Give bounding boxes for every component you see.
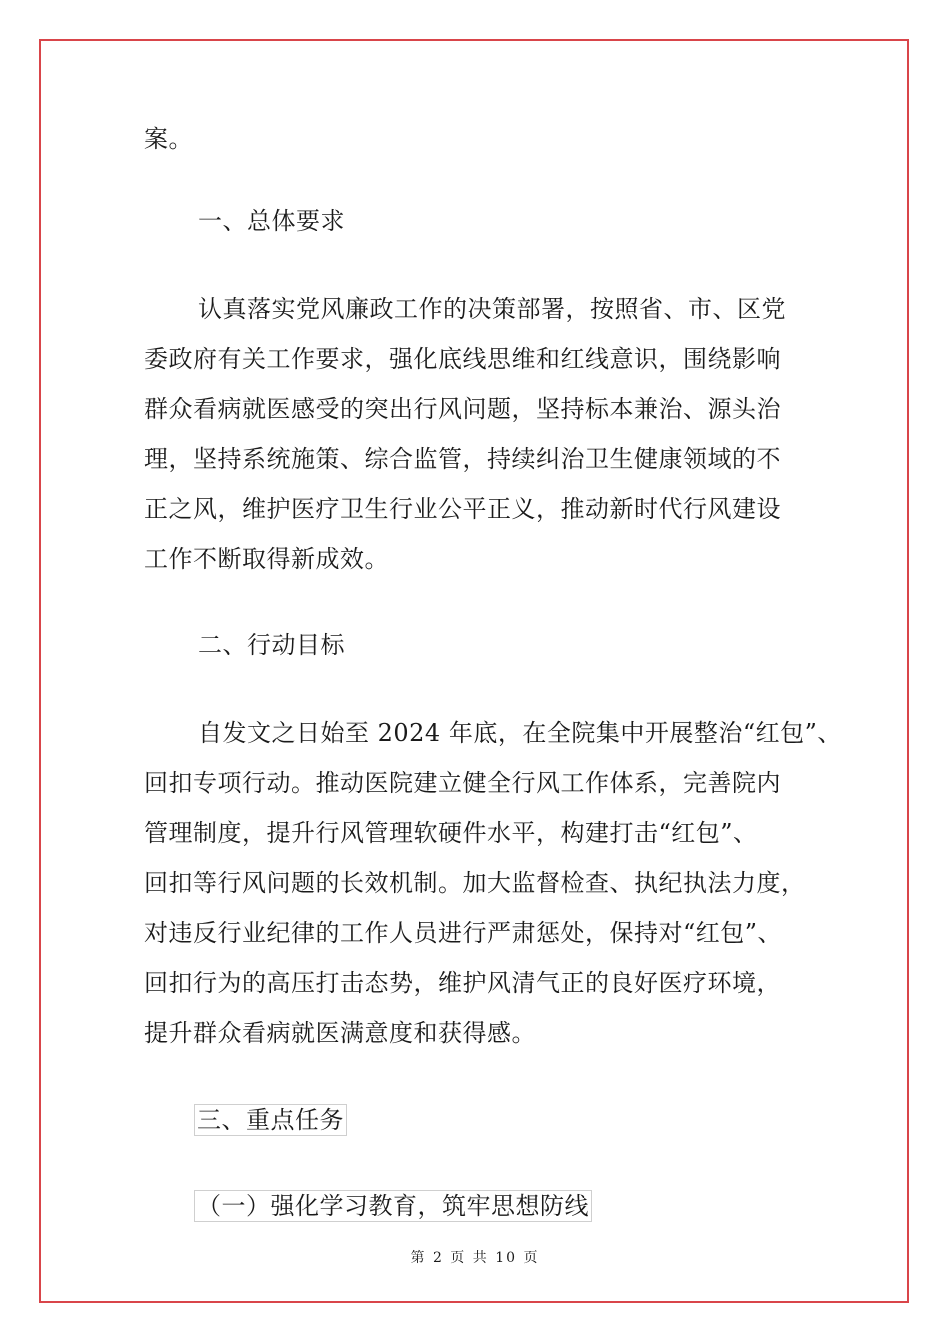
text-line: 群众看病就医感受的突出行风问题，坚持标本兼治、源头治 (144, 395, 781, 423)
text-line: 回扣行为的高压打击态势，维护风清气正的良好医疗环境， (144, 969, 781, 997)
text-line: 回扣专项行动。推动医院建立健全行风工作体系，完善院内 (144, 769, 781, 797)
text-line: 理，坚持系统施策、综合监管，持续纠治卫生健康领域的不 (144, 445, 781, 473)
text-line: 正之风，维护医疗卫生行业公平正义，推动新时代行风建设 (144, 495, 781, 523)
text-line: 管理制度，提升行风管理软硬件水平，构建打击“红包”、 (144, 819, 758, 847)
text-line: 提升群众看病就医满意度和获得感。 (144, 1019, 536, 1047)
text-line: 自发文之日始至 2024 年底，在全院集中开展整治“红包”、 (198, 719, 842, 747)
text-line: 对违反行业纪律的工作人员进行严肃惩处，保持对“红包”、 (144, 919, 783, 947)
text-line: 工作不断取得新成效。 (144, 545, 389, 573)
subsection-heading: （一）强化学习教育，筑牢思想防线 (194, 1190, 592, 1222)
text-line: 回扣等行风问题的长效机制。加大监督检查、执纪执法力度， (144, 869, 806, 897)
page-number-footer: 第 2 页 共 10 页 (410, 1250, 540, 1266)
text-line: 认真落实党风廉政工作的决策部署，按照省、市、区党 (198, 295, 786, 323)
section-heading-1: 一、总体要求 (198, 207, 345, 235)
page-border (39, 39, 909, 1303)
text-line: 案。 (144, 125, 193, 153)
section-heading-3: 三、重点任务 (194, 1104, 347, 1136)
section-heading-2: 二、行动目标 (198, 631, 345, 659)
text-line: 委政府有关工作要求，强化底线思维和红线意识，围绕影响 (144, 345, 781, 373)
